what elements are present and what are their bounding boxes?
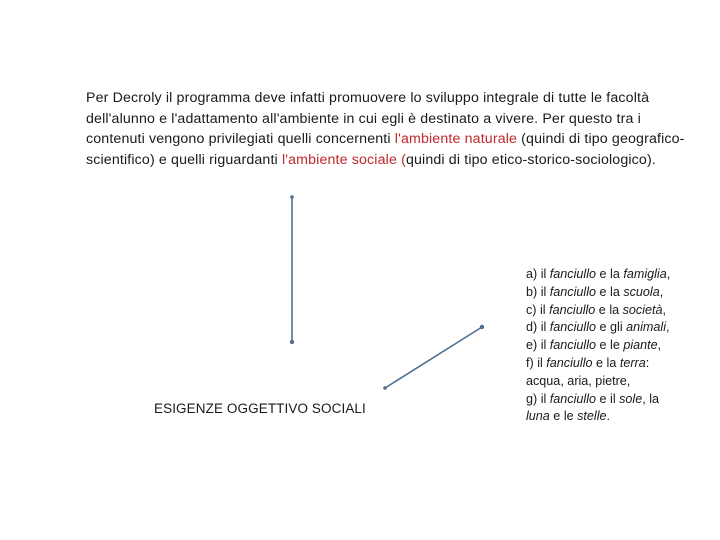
topic-subject: fanciullo [549, 284, 597, 299]
topic-suffix: , [662, 302, 667, 317]
topic-subject: fanciullo [549, 391, 597, 406]
topic-middle: e gli [596, 320, 627, 335]
intro-text-part-1: Per Decroly il programma deve infatti promuovere lo sviluppo integrale di tutte le facoltà dell'alunno e l'adattamento all'ambiente in cui egli è destinato a vivere. Per questo tra i contenuti vengono privilegiati quelli concernenti [86, 90, 650, 148]
topic-middle: e la [592, 355, 620, 370]
topic-line [526, 408, 716, 426]
topic-line [526, 319, 716, 337]
topic-line [526, 337, 716, 355]
topic-subject: luna [526, 409, 550, 424]
topic-suffix: , [659, 284, 664, 299]
topic-object: famiglia [623, 267, 667, 281]
topic-middle: e la [596, 284, 624, 299]
topic-middle: e la [595, 302, 623, 317]
topic-subject: fanciullo [549, 320, 597, 335]
topic-line [526, 391, 716, 409]
topic-prefix: e) il [526, 338, 550, 353]
topic-prefix: c) il [526, 302, 550, 317]
topic-object: piante [623, 338, 658, 353]
topic-subject: fanciullo [546, 355, 593, 370]
topic-middle: e le [596, 338, 624, 353]
topic-object: stelle [577, 409, 607, 424]
topic-object: scuola [623, 284, 660, 299]
topic-suffix: , la [642, 391, 660, 406]
topic-subject: fanciullo [549, 267, 597, 281]
topic-prefix: f) il [526, 355, 547, 370]
connector-vertical-end-dot [290, 340, 294, 344]
topic-subject: fanciullo [549, 338, 597, 353]
connector-diagonal-line [385, 327, 482, 388]
connector-diagonal-start-dot [383, 386, 387, 390]
topic-prefix: acqua, aria, pietre, [526, 373, 631, 388]
topic-line [526, 355, 716, 373]
intro-text-part-3: quindi di tipo etico-storico-sociologico). [405, 151, 656, 168]
topic-object: animali [626, 320, 667, 335]
topic-middle: e il [596, 391, 620, 406]
topics-list [526, 266, 716, 426]
topic-prefix: g) il [526, 391, 550, 406]
topic-line [526, 266, 716, 284]
connector-diagonal-end-dot [480, 325, 484, 329]
topic-line [526, 302, 716, 320]
topic-line [526, 373, 716, 391]
topic-line [526, 284, 716, 302]
topic-object: sole [619, 391, 643, 406]
topic-prefix: d) il [526, 320, 550, 335]
topic-prefix: b) il [526, 284, 550, 299]
topic-suffix: : [645, 355, 650, 370]
topic-suffix: , [666, 267, 671, 281]
topic-object: società [622, 302, 663, 317]
topic-suffix: , [657, 338, 662, 353]
topic-prefix: a) il [526, 267, 550, 281]
topic-middle: e la [596, 267, 624, 281]
highlight-ambiente-sociale: l'ambiente sociale ( [281, 151, 406, 168]
topic-object: terra [619, 355, 646, 370]
highlight-ambiente-naturale: l'ambiente naturale [394, 131, 518, 148]
connector-vertical-start-dot [290, 195, 294, 199]
esigenze-label: ESIGENZE OGGETTIVO SOCIALI [154, 401, 366, 416]
topic-suffix: , [666, 320, 670, 335]
intro-text-part-2: (quindi di tipo geografico-scientifico) e quelli riguardanti [86, 131, 685, 168]
topic-suffix: . [606, 409, 611, 424]
topic-middle: e le [549, 409, 578, 424]
topic-subject: fanciullo [549, 302, 596, 317]
